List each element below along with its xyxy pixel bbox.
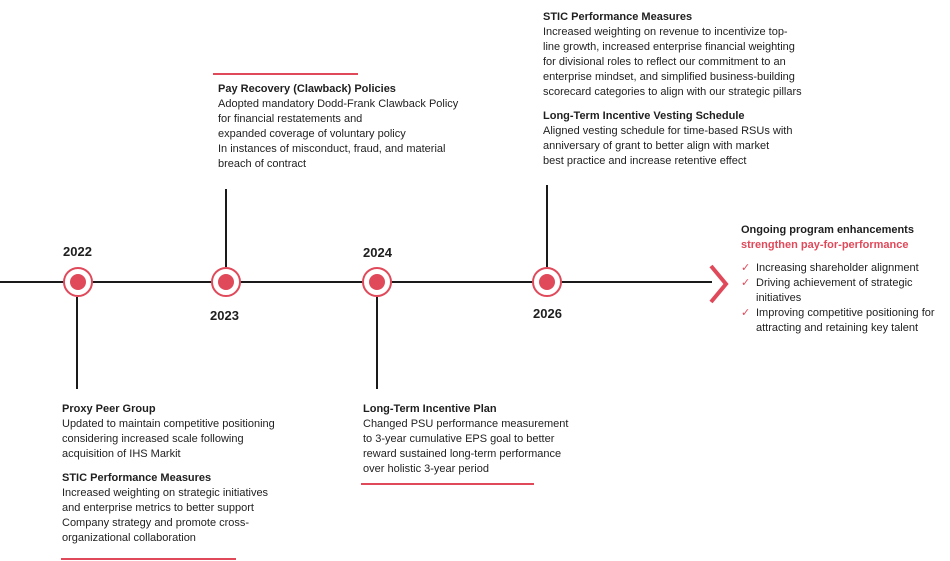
block-line: to 3-year cumulative EPS goal to better	[363, 433, 555, 445]
list-item	[741, 276, 950, 306]
block-line: Increased weighting on strategic initiatives	[62, 487, 269, 499]
check-icon: ✓	[741, 262, 751, 274]
accent-bar-2024	[361, 483, 534, 485]
connector-2024	[376, 297, 378, 389]
block-title: Long-Term Incentive Plan	[363, 403, 497, 415]
block-line: for divisional roles to reflect our commitment to an	[543, 56, 786, 68]
marker-dot	[70, 274, 86, 290]
block-line: scorecard categories to align with our strategic pillars	[543, 86, 802, 98]
list-item-text: Increasing shareholder alignment	[756, 262, 919, 274]
year-label-2026: 2026	[533, 306, 562, 321]
list-item	[741, 306, 950, 336]
ongoing-title: Ongoing program enhancements	[741, 224, 914, 236]
block-title: STIC Performance Measures	[543, 11, 693, 23]
marker-2024	[362, 267, 392, 297]
list-item-text: Driving achievement of strategic initiatives	[756, 277, 913, 304]
accent-bar-2022	[61, 558, 236, 560]
marker-2026	[532, 267, 562, 297]
block-line: over holistic 3-year period	[363, 463, 489, 475]
marker-dot	[369, 274, 385, 290]
block-line: and enterprise metrics to better support	[62, 502, 254, 514]
marker-dot	[539, 274, 555, 290]
connector-2023	[225, 189, 227, 267]
block-line: Company strategy and promote cross-	[62, 517, 250, 529]
block-line: Aligned vesting schedule for time-based RSUs with	[543, 125, 793, 137]
timeline-axis	[0, 281, 712, 283]
proxy-peer-group-block	[62, 402, 275, 546]
ltip-2024-block	[363, 402, 568, 477]
block-line: for financial restatements and	[218, 113, 363, 125]
block-line: Changed PSU performance measurement	[363, 418, 569, 430]
marker-dot	[218, 274, 234, 290]
chevron-right-icon	[708, 264, 730, 304]
connector-2026	[546, 185, 548, 267]
ongoing-enhancements	[741, 223, 950, 336]
accent-bar-2023	[213, 73, 358, 75]
stic-2026-block	[543, 10, 802, 169]
block-line: organizational collaboration	[62, 532, 196, 544]
marker-2022	[63, 267, 93, 297]
block-line: Updated to maintain competitive positioning	[62, 418, 275, 430]
year-label-2023: 2023	[210, 308, 239, 323]
ongoing-subtitle: strengthen pay-for-performance	[741, 239, 909, 251]
list-item	[741, 261, 950, 276]
block-line: enterprise mindset, and simplified business-building	[543, 71, 795, 83]
block-title: Long-Term Incentive Vesting Schedule	[543, 110, 745, 122]
block-line: best practice and increase retentive effect	[543, 155, 747, 167]
block-line: In instances of misconduct, fraud, and material	[218, 143, 446, 155]
marker-2023	[211, 267, 241, 297]
year-label-2024: 2024	[363, 245, 392, 260]
check-icon: ✓	[741, 307, 751, 319]
block-line: breach of contract	[218, 158, 307, 170]
block-line: acquisition of IHS Markit	[62, 448, 181, 460]
block-line: considering increased scale following	[62, 433, 244, 445]
check-icon: ✓	[741, 277, 751, 289]
block-title: Proxy Peer Group	[62, 403, 156, 415]
block-title: STIC Performance Measures	[62, 472, 212, 484]
block-line: expanded coverage of voluntary policy	[218, 128, 406, 140]
clawback-policy-block	[218, 82, 458, 172]
block-line: anniversary of grant to better align with market	[543, 140, 770, 152]
block-line: reward sustained long-term performance	[363, 448, 562, 460]
year-label-2022: 2022	[63, 244, 92, 259]
list-item-text: Improving competitive positioning for attracting and retaining key talent	[756, 307, 935, 334]
block-line: Increased weighting on revenue to incentivize top-	[543, 26, 788, 38]
block-line: line growth, increased enterprise financial weighting	[543, 41, 795, 53]
block-line: Adopted mandatory Dodd-Frank Clawback Policy	[218, 98, 459, 110]
connector-2022	[76, 297, 78, 389]
block-title: Pay Recovery (Clawback) Policies	[218, 83, 396, 95]
